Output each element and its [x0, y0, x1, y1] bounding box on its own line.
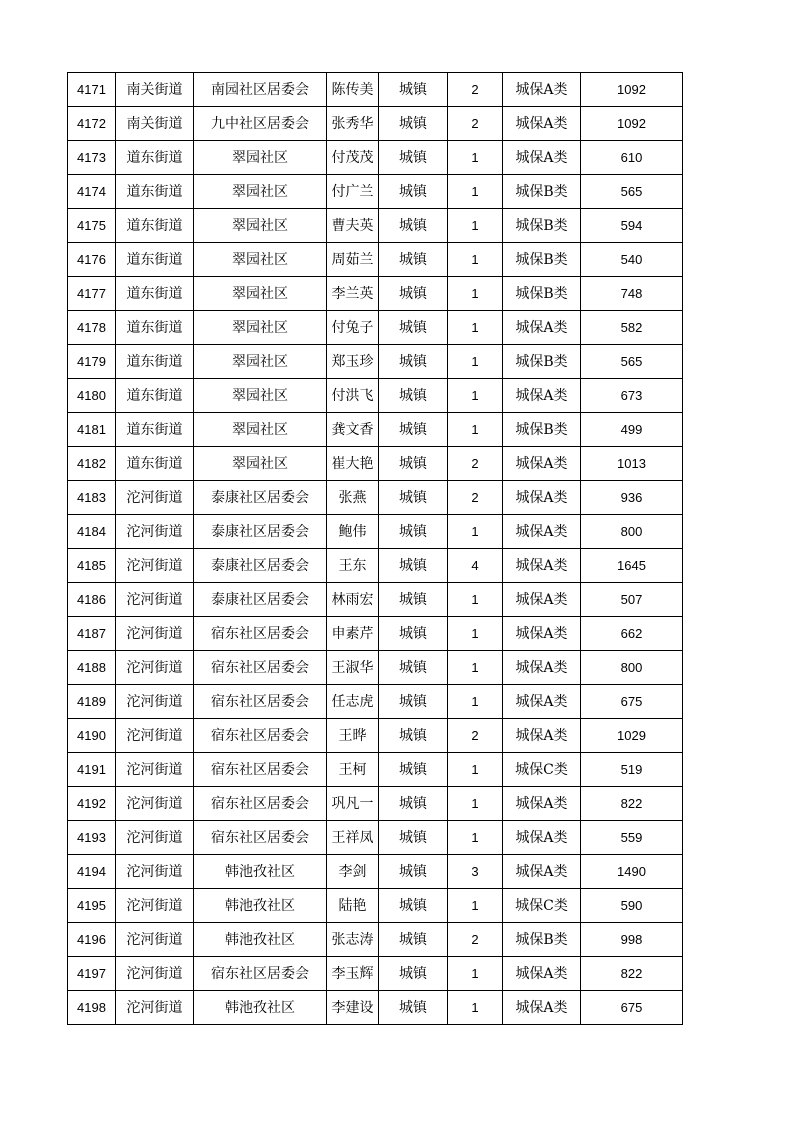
table-row	[68, 515, 683, 549]
household-count-cell: 3	[448, 855, 503, 889]
table-row	[68, 583, 683, 617]
residence-type-cell: 城镇	[379, 243, 448, 277]
table-row	[68, 379, 683, 413]
residence-type-cell: 城镇	[379, 481, 448, 515]
record-number-cell: 4189	[68, 685, 116, 719]
person-name-cell: 王淑华	[327, 651, 379, 685]
household-count-cell: 1	[448, 617, 503, 651]
residence-type-cell: 城镇	[379, 379, 448, 413]
household-count-cell: 1	[448, 651, 503, 685]
subdistrict-cell: 沱河街道	[116, 583, 194, 617]
person-name-cell: 张秀华	[327, 107, 379, 141]
person-name-cell: 林雨宏	[327, 583, 379, 617]
household-count-cell: 1	[448, 991, 503, 1025]
person-name-cell: 王东	[327, 549, 379, 583]
household-count-cell: 2	[448, 447, 503, 481]
community-cell: 宿东社区居委会	[194, 719, 327, 753]
amount-cell: 507	[581, 583, 683, 617]
subdistrict-cell: 道东街道	[116, 345, 194, 379]
community-cell: 韩池孜社区	[194, 991, 327, 1025]
insurance-category-cell: 城保A类	[503, 515, 581, 549]
amount-cell: 998	[581, 923, 683, 957]
insurance-category-cell: 城保A类	[503, 957, 581, 991]
table-row	[68, 549, 683, 583]
amount-cell: 1490	[581, 855, 683, 889]
amount-cell: 594	[581, 209, 683, 243]
household-count-cell: 1	[448, 345, 503, 379]
benefit-records-table	[67, 72, 683, 1025]
household-count-cell: 1	[448, 685, 503, 719]
community-cell: 泰康社区居委会	[194, 481, 327, 515]
household-count-cell: 2	[448, 719, 503, 753]
residence-type-cell: 城镇	[379, 753, 448, 787]
table-row	[68, 685, 683, 719]
community-cell: 泰康社区居委会	[194, 549, 327, 583]
amount-cell: 582	[581, 311, 683, 345]
table-row	[68, 821, 683, 855]
amount-cell: 1092	[581, 73, 683, 107]
amount-cell: 822	[581, 957, 683, 991]
residence-type-cell: 城镇	[379, 549, 448, 583]
amount-cell: 1645	[581, 549, 683, 583]
subdistrict-cell: 沱河街道	[116, 753, 194, 787]
residence-type-cell: 城镇	[379, 583, 448, 617]
amount-cell: 540	[581, 243, 683, 277]
insurance-category-cell: 城保A类	[503, 583, 581, 617]
table-row	[68, 175, 683, 209]
community-cell: 韩池孜社区	[194, 855, 327, 889]
insurance-category-cell: 城保B类	[503, 923, 581, 957]
amount-cell: 675	[581, 991, 683, 1025]
person-name-cell: 王柯	[327, 753, 379, 787]
household-count-cell: 1	[448, 141, 503, 175]
household-count-cell: 4	[448, 549, 503, 583]
residence-type-cell: 城镇	[379, 447, 448, 481]
amount-cell: 590	[581, 889, 683, 923]
table-row	[68, 107, 683, 141]
insurance-category-cell: 城保B类	[503, 413, 581, 447]
record-number-cell: 4180	[68, 379, 116, 413]
amount-cell: 1013	[581, 447, 683, 481]
record-number-cell: 4174	[68, 175, 116, 209]
person-name-cell: 巩凡一	[327, 787, 379, 821]
person-name-cell: 李兰英	[327, 277, 379, 311]
amount-cell: 675	[581, 685, 683, 719]
subdistrict-cell: 沱河街道	[116, 923, 194, 957]
subdistrict-cell: 沱河街道	[116, 821, 194, 855]
record-number-cell: 4188	[68, 651, 116, 685]
table-row	[68, 141, 683, 175]
person-name-cell: 王晔	[327, 719, 379, 753]
insurance-category-cell: 城保A类	[503, 107, 581, 141]
residence-type-cell: 城镇	[379, 413, 448, 447]
subdistrict-cell: 沱河街道	[116, 651, 194, 685]
subdistrict-cell: 道东街道	[116, 243, 194, 277]
insurance-category-cell: 城保B类	[503, 209, 581, 243]
subdistrict-cell: 道东街道	[116, 447, 194, 481]
table-row	[68, 889, 683, 923]
residence-type-cell: 城镇	[379, 651, 448, 685]
record-number-cell: 4184	[68, 515, 116, 549]
subdistrict-cell: 沱河街道	[116, 889, 194, 923]
amount-cell: 565	[581, 175, 683, 209]
community-cell: 翠园社区	[194, 379, 327, 413]
residence-type-cell: 城镇	[379, 141, 448, 175]
insurance-category-cell: 城保A类	[503, 821, 581, 855]
table-row	[68, 311, 683, 345]
subdistrict-cell: 沱河街道	[116, 957, 194, 991]
table-row	[68, 957, 683, 991]
insurance-category-cell: 城保A类	[503, 481, 581, 515]
table-row	[68, 923, 683, 957]
residence-type-cell: 城镇	[379, 719, 448, 753]
household-count-cell: 1	[448, 957, 503, 991]
residence-type-cell: 城镇	[379, 73, 448, 107]
table-row	[68, 481, 683, 515]
table-row	[68, 345, 683, 379]
residence-type-cell: 城镇	[379, 311, 448, 345]
table-row	[68, 243, 683, 277]
household-count-cell: 1	[448, 413, 503, 447]
amount-cell: 519	[581, 753, 683, 787]
residence-type-cell: 城镇	[379, 685, 448, 719]
community-cell: 宿东社区居委会	[194, 685, 327, 719]
subdistrict-cell: 南关街道	[116, 107, 194, 141]
person-name-cell: 任志虎	[327, 685, 379, 719]
record-number-cell: 4181	[68, 413, 116, 447]
table-row	[68, 787, 683, 821]
record-number-cell: 4182	[68, 447, 116, 481]
household-count-cell: 1	[448, 821, 503, 855]
community-cell: 韩池孜社区	[194, 923, 327, 957]
record-number-cell: 4173	[68, 141, 116, 175]
table-row	[68, 855, 683, 889]
subdistrict-cell: 沱河街道	[116, 787, 194, 821]
community-cell: 宿东社区居委会	[194, 957, 327, 991]
amount-cell: 748	[581, 277, 683, 311]
community-cell: 翠园社区	[194, 209, 327, 243]
person-name-cell: 周茹兰	[327, 243, 379, 277]
record-number-cell: 4175	[68, 209, 116, 243]
subdistrict-cell: 南关街道	[116, 73, 194, 107]
insurance-category-cell: 城保A类	[503, 447, 581, 481]
amount-cell: 499	[581, 413, 683, 447]
residence-type-cell: 城镇	[379, 345, 448, 379]
table-row	[68, 413, 683, 447]
person-name-cell: 李剑	[327, 855, 379, 889]
community-cell: 翠园社区	[194, 311, 327, 345]
record-number-cell: 4197	[68, 957, 116, 991]
person-name-cell: 付洪飞	[327, 379, 379, 413]
record-number-cell: 4196	[68, 923, 116, 957]
record-number-cell: 4183	[68, 481, 116, 515]
residence-type-cell: 城镇	[379, 175, 448, 209]
record-number-cell: 4193	[68, 821, 116, 855]
community-cell: 韩池孜社区	[194, 889, 327, 923]
insurance-category-cell: 城保C类	[503, 889, 581, 923]
residence-type-cell: 城镇	[379, 855, 448, 889]
insurance-category-cell: 城保A类	[503, 787, 581, 821]
household-count-cell: 1	[448, 175, 503, 209]
subdistrict-cell: 沱河街道	[116, 617, 194, 651]
household-count-cell: 1	[448, 583, 503, 617]
amount-cell: 610	[581, 141, 683, 175]
community-cell: 翠园社区	[194, 345, 327, 379]
person-name-cell: 李玉辉	[327, 957, 379, 991]
residence-type-cell: 城镇	[379, 957, 448, 991]
amount-cell: 800	[581, 651, 683, 685]
person-name-cell: 付茂茂	[327, 141, 379, 175]
record-number-cell: 4176	[68, 243, 116, 277]
community-cell: 翠园社区	[194, 413, 327, 447]
community-cell: 九中社区居委会	[194, 107, 327, 141]
insurance-category-cell: 城保A类	[503, 719, 581, 753]
amount-cell: 1029	[581, 719, 683, 753]
record-number-cell: 4192	[68, 787, 116, 821]
person-name-cell: 曹夫英	[327, 209, 379, 243]
residence-type-cell: 城镇	[379, 107, 448, 141]
insurance-category-cell: 城保C类	[503, 753, 581, 787]
household-count-cell: 1	[448, 753, 503, 787]
community-cell: 南园社区居委会	[194, 73, 327, 107]
community-cell: 翠园社区	[194, 447, 327, 481]
table-row	[68, 209, 683, 243]
household-count-cell: 1	[448, 787, 503, 821]
subdistrict-cell: 沱河街道	[116, 855, 194, 889]
amount-cell: 1092	[581, 107, 683, 141]
household-count-cell: 1	[448, 243, 503, 277]
record-number-cell: 4194	[68, 855, 116, 889]
person-name-cell: 崔大艳	[327, 447, 379, 481]
household-count-cell: 1	[448, 311, 503, 345]
subdistrict-cell: 道东街道	[116, 379, 194, 413]
community-cell: 翠园社区	[194, 175, 327, 209]
person-name-cell: 申素芹	[327, 617, 379, 651]
insurance-category-cell: 城保A类	[503, 855, 581, 889]
insurance-category-cell: 城保B类	[503, 345, 581, 379]
residence-type-cell: 城镇	[379, 515, 448, 549]
insurance-category-cell: 城保B类	[503, 243, 581, 277]
insurance-category-cell: 城保A类	[503, 379, 581, 413]
table-row	[68, 73, 683, 107]
record-number-cell: 4190	[68, 719, 116, 753]
record-number-cell: 4191	[68, 753, 116, 787]
table-row	[68, 753, 683, 787]
record-number-cell: 4195	[68, 889, 116, 923]
residence-type-cell: 城镇	[379, 889, 448, 923]
person-name-cell: 付广兰	[327, 175, 379, 209]
person-name-cell: 龚文香	[327, 413, 379, 447]
person-name-cell: 张志涛	[327, 923, 379, 957]
person-name-cell: 张燕	[327, 481, 379, 515]
residence-type-cell: 城镇	[379, 787, 448, 821]
record-number-cell: 4186	[68, 583, 116, 617]
residence-type-cell: 城镇	[379, 821, 448, 855]
table-row	[68, 617, 683, 651]
table-row	[68, 719, 683, 753]
insurance-category-cell: 城保B类	[503, 277, 581, 311]
subdistrict-cell: 道东街道	[116, 311, 194, 345]
record-number-cell: 4178	[68, 311, 116, 345]
community-cell: 宿东社区居委会	[194, 617, 327, 651]
record-number-cell: 4171	[68, 73, 116, 107]
household-count-cell: 1	[448, 379, 503, 413]
insurance-category-cell: 城保A类	[503, 73, 581, 107]
household-count-cell: 2	[448, 73, 503, 107]
residence-type-cell: 城镇	[379, 617, 448, 651]
table-row	[68, 277, 683, 311]
table-row	[68, 447, 683, 481]
subdistrict-cell: 沱河街道	[116, 549, 194, 583]
community-cell: 宿东社区居委会	[194, 651, 327, 685]
record-number-cell: 4185	[68, 549, 116, 583]
table-body	[68, 73, 683, 1025]
subdistrict-cell: 道东街道	[116, 141, 194, 175]
household-count-cell: 2	[448, 107, 503, 141]
household-count-cell: 1	[448, 515, 503, 549]
person-name-cell: 陆艳	[327, 889, 379, 923]
subdistrict-cell: 道东街道	[116, 175, 194, 209]
insurance-category-cell: 城保A类	[503, 651, 581, 685]
community-cell: 宿东社区居委会	[194, 753, 327, 787]
residence-type-cell: 城镇	[379, 991, 448, 1025]
amount-cell: 673	[581, 379, 683, 413]
record-number-cell: 4177	[68, 277, 116, 311]
household-count-cell: 1	[448, 277, 503, 311]
table-row	[68, 991, 683, 1025]
community-cell: 翠园社区	[194, 141, 327, 175]
record-number-cell: 4179	[68, 345, 116, 379]
amount-cell: 662	[581, 617, 683, 651]
community-cell: 泰康社区居委会	[194, 515, 327, 549]
subdistrict-cell: 沱河街道	[116, 515, 194, 549]
insurance-category-cell: 城保A类	[503, 991, 581, 1025]
household-count-cell: 1	[448, 209, 503, 243]
amount-cell: 559	[581, 821, 683, 855]
insurance-category-cell: 城保B类	[503, 175, 581, 209]
subdistrict-cell: 道东街道	[116, 277, 194, 311]
household-count-cell: 2	[448, 481, 503, 515]
household-count-cell: 1	[448, 889, 503, 923]
insurance-category-cell: 城保A类	[503, 141, 581, 175]
subdistrict-cell: 道东街道	[116, 413, 194, 447]
amount-cell: 565	[581, 345, 683, 379]
record-number-cell: 4198	[68, 991, 116, 1025]
residence-type-cell: 城镇	[379, 923, 448, 957]
subdistrict-cell: 沱河街道	[116, 719, 194, 753]
insurance-category-cell: 城保A类	[503, 311, 581, 345]
record-number-cell: 4172	[68, 107, 116, 141]
person-name-cell: 李建设	[327, 991, 379, 1025]
person-name-cell: 付兔子	[327, 311, 379, 345]
insurance-category-cell: 城保A类	[503, 685, 581, 719]
community-cell: 宿东社区居委会	[194, 787, 327, 821]
person-name-cell: 郑玉珍	[327, 345, 379, 379]
household-count-cell: 2	[448, 923, 503, 957]
person-name-cell: 王祥凤	[327, 821, 379, 855]
residence-type-cell: 城镇	[379, 209, 448, 243]
community-cell: 翠园社区	[194, 243, 327, 277]
amount-cell: 936	[581, 481, 683, 515]
community-cell: 宿东社区居委会	[194, 821, 327, 855]
community-cell: 翠园社区	[194, 277, 327, 311]
subdistrict-cell: 沱河街道	[116, 481, 194, 515]
insurance-category-cell: 城保A类	[503, 617, 581, 651]
subdistrict-cell: 道东街道	[116, 209, 194, 243]
person-name-cell: 陈传美	[327, 73, 379, 107]
subdistrict-cell: 沱河街道	[116, 685, 194, 719]
person-name-cell: 鲍伟	[327, 515, 379, 549]
record-number-cell: 4187	[68, 617, 116, 651]
insurance-category-cell: 城保A类	[503, 549, 581, 583]
subdistrict-cell: 沱河街道	[116, 991, 194, 1025]
amount-cell: 800	[581, 515, 683, 549]
amount-cell: 822	[581, 787, 683, 821]
table-row	[68, 651, 683, 685]
residence-type-cell: 城镇	[379, 277, 448, 311]
community-cell: 泰康社区居委会	[194, 583, 327, 617]
